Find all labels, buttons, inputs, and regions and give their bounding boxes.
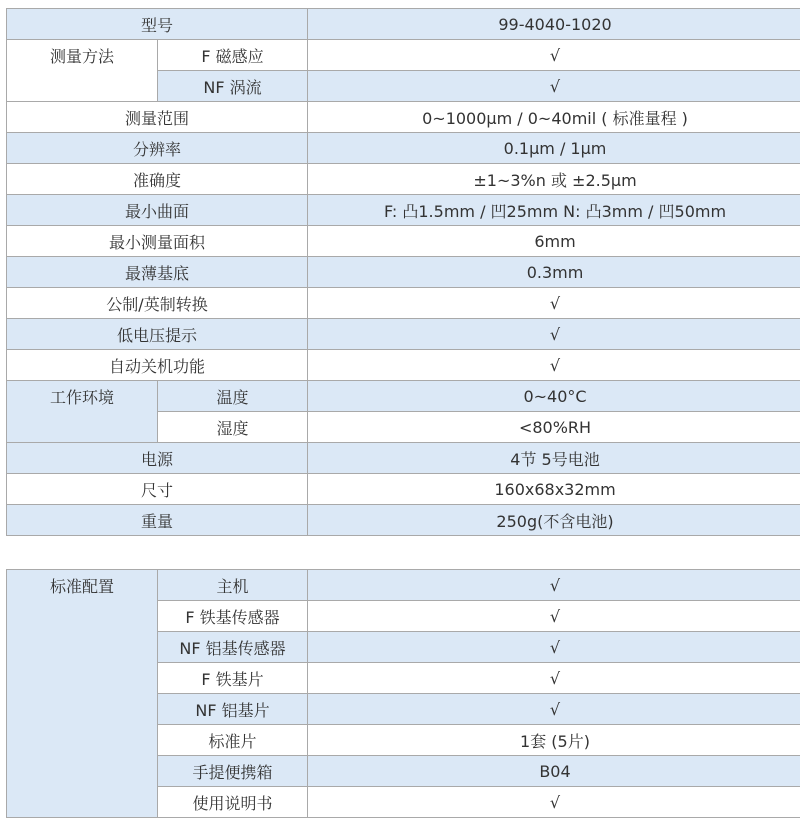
spec-value: 0~1000μm / 0~40mil ( 标准量程 ) [308,102,800,133]
config-item-name: F 铁基片 [158,663,308,694]
spec-value: 99-4040-1020 [308,9,800,40]
table-row [7,381,800,412]
table-row [7,350,800,381]
spec-value: F: 凸1.5mm / 凹25mm N: 凸3mm / 凹50mm [308,195,800,226]
spec-label: 尺寸 [7,474,308,505]
config-table [6,569,800,818]
table-row [7,257,800,288]
config-item-name: 主机 [158,570,308,601]
spec-label: 低电压提示 [7,319,308,350]
table-row [7,195,800,226]
table-row [7,505,800,536]
spec-value: 0.1μm / 1μm [308,133,800,164]
config-item-value: B04 [308,756,800,787]
config-item-name: 标准片 [158,725,308,756]
spec-value: ±1~3%n 或 ±2.5μm [308,164,800,195]
spec-sublabel: 温度 [158,381,308,412]
table-row [7,474,800,505]
spec-label: 最薄基底 [7,257,308,288]
config-item-value: 1套 (5片) [308,725,800,756]
table-row [7,133,800,164]
spec-value: <80%RH [308,412,800,443]
table-row [7,443,800,474]
spec-group-label: 工作环境 [7,381,158,443]
spec-value: √ [308,350,800,381]
spec-value: 250g(不含电池) [308,505,800,536]
spec-label: 最小曲面 [7,195,308,226]
spec-table [6,8,800,536]
spec-label: 重量 [7,505,308,536]
spec-label: 电源 [7,443,308,474]
spec-sublabel: NF 涡流 [158,71,308,102]
config-item-value: √ [308,632,800,663]
spec-sublabel: 湿度 [158,412,308,443]
config-item-value: √ [308,787,800,818]
spec-label: 分辨率 [7,133,308,164]
table-row [7,40,800,71]
config-group-label: 标准配置 [7,570,158,818]
spec-value: √ [308,71,800,102]
table-row [7,288,800,319]
spec-label: 型号 [7,9,308,40]
config-item-value: √ [308,601,800,632]
spec-value: √ [308,288,800,319]
spec-value: √ [308,40,800,71]
config-item-value: √ [308,570,800,601]
table-row [7,9,800,40]
spec-value: √ [308,319,800,350]
spec-value: 6mm [308,226,800,257]
spec-value: 0.3mm [308,257,800,288]
config-item-name: F 铁基传感器 [158,601,308,632]
config-item-name: NF 铝基传感器 [158,632,308,663]
spec-value: 4节 5号电池 [308,443,800,474]
table-row [7,226,800,257]
config-item-name: NF 铝基片 [158,694,308,725]
table-row [7,164,800,195]
spec-label: 最小测量面积 [7,226,308,257]
config-item-value: √ [308,663,800,694]
config-item-name: 手提便携箱 [158,756,308,787]
table-row [7,102,800,133]
config-item-name: 使用说明书 [158,787,308,818]
spec-value: 160x68x32mm [308,474,800,505]
spec-label: 公制/英制转换 [7,288,308,319]
table-row [7,570,800,601]
spec-value: 0~40°C [308,381,800,412]
spec-group-label: 测量方法 [7,40,158,102]
spec-label: 自动关机功能 [7,350,308,381]
spec-sublabel: F 磁感应 [158,40,308,71]
spec-label: 测量范围 [7,102,308,133]
spec-label: 准确度 [7,164,308,195]
table-row [7,319,800,350]
config-item-value: √ [308,694,800,725]
